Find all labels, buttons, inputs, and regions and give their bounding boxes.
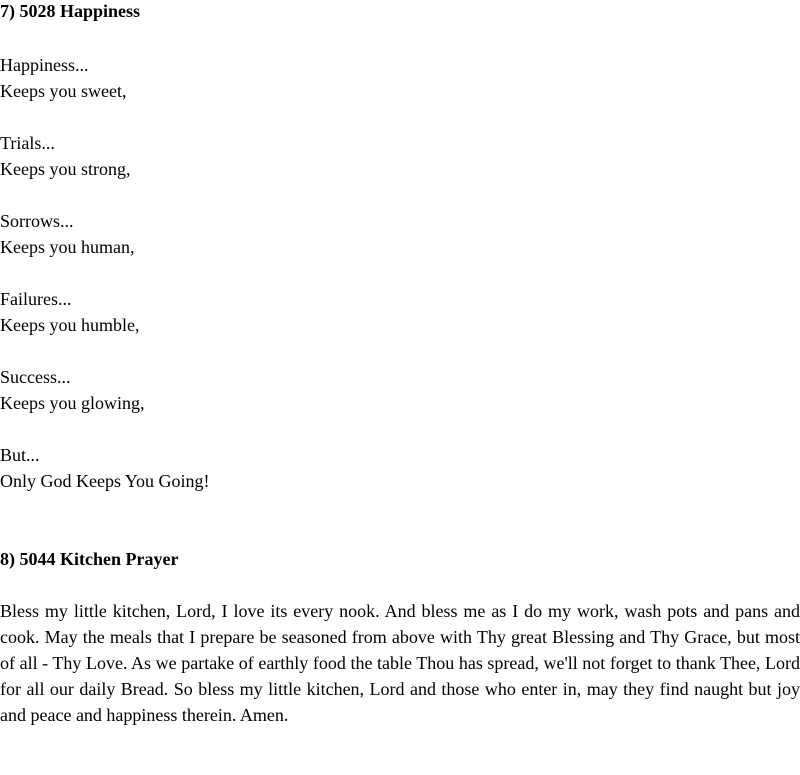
stanza-3 xyxy=(0,208,800,260)
spacer xyxy=(0,26,800,52)
stanza-line: Failures... xyxy=(0,289,72,309)
spacer xyxy=(0,260,800,286)
stanza-1 xyxy=(0,52,800,104)
stanza-line: Sorrows... xyxy=(0,211,74,231)
stanza-5 xyxy=(0,364,800,416)
spacer xyxy=(0,338,800,364)
stanza-line: Keeps you sweet, xyxy=(0,81,127,101)
spacer xyxy=(0,104,800,130)
section-title-kitchen-prayer: 8) 5044 Kitchen Prayer xyxy=(0,549,179,569)
stanza-line: Keeps you strong, xyxy=(0,159,131,179)
stanza-line: Trials... xyxy=(0,133,55,153)
section-title-happiness: 7) 5028 Happiness xyxy=(0,1,141,21)
stanza-line: Keeps you glowing, xyxy=(0,393,145,413)
spacer xyxy=(0,494,800,546)
stanza-line: Happiness... xyxy=(0,55,89,75)
spacer xyxy=(0,572,800,598)
stanza-line: Keeps you humble, xyxy=(0,315,140,335)
stanza-2 xyxy=(0,130,800,182)
stanza-line: Only God Keeps You Going! xyxy=(0,471,210,491)
kitchen-prayer-body: Bless my little kitchen, Lord, I love its every nook. And bless me as I do my work, wash pots and pans and cook. May the meals that I prepare be seasoned from above with Thy great Blessing and Thy Grace, but most of all - Thy Love. As we partake of earthly food the table Thou has spread, we'll not forget to thank Thee, Lord for all our daily Bread. So bless my little kitchen, Lord and those who enter in, may they find naught but joy and peace and happiness therein. Amen. xyxy=(0,601,800,725)
spacer xyxy=(0,416,800,442)
stanza-4 xyxy=(0,286,800,338)
stanza-line: But... xyxy=(0,445,40,465)
stanza-6 xyxy=(0,442,800,494)
stanza-line: Success... xyxy=(0,367,71,387)
stanza-line: Keeps you human, xyxy=(0,237,135,257)
spacer xyxy=(0,182,800,208)
